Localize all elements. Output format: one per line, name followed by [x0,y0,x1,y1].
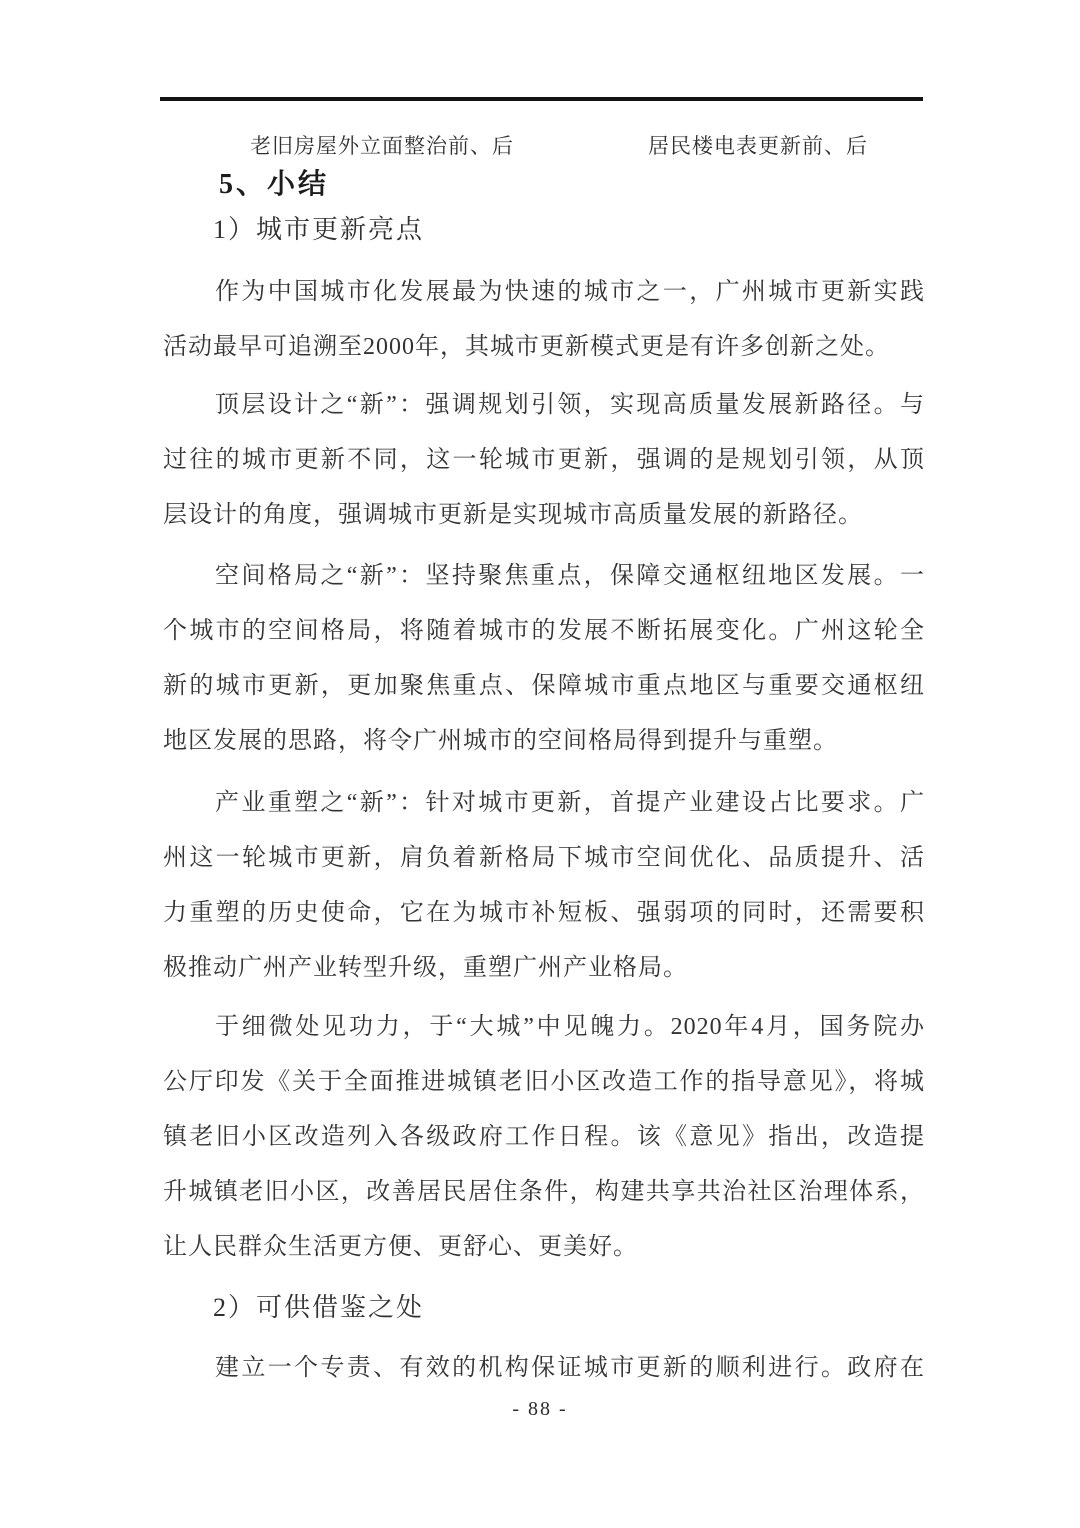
paragraph-line: 升城镇老旧小区，改善居民居住条件，构建共享共治社区治理体系， [163,1179,925,1205]
paragraph-line: 活动最早可追溯至2000年，其城市更新模式更是有许多创新之处。 [163,334,890,360]
section-heading: 5、小结 [219,169,330,200]
paragraph-line: 产业重塑之“新”：针对城市更新，首提产业建设占比要求。广 [215,790,925,816]
paragraph-line: 极推动广州产业转型升级，重塑广州产业格局。 [163,955,688,981]
paragraph-line: 于细微处见功力，于“大城”中见魄力。2020年4月，国务院办 [215,1014,925,1040]
paragraph-line: 个城市的空间格局，将随着城市的发展不断拓展变化。广州这轮全 [163,618,925,644]
paragraph-line: 作为中国城市化发展最为快速的城市之一，广州城市更新实践 [215,279,925,305]
paragraph-line: 建立一个专责、有效的机构保证城市更新的顺利进行。政府在 [215,1355,925,1381]
subheading-urban-renewal-highlights: 1）城市更新亮点 [213,215,425,244]
paragraph-line: 力重塑的历史使命，它在为城市补短板、强弱项的同时，还需要积 [163,900,925,926]
paragraph-line: 州这一轮城市更新，肩负着新格局下城市空间优化、品质提升、活 [163,845,925,871]
figure-caption-right: 居民楼电表更新前、后 [648,134,868,158]
figure-caption-left: 老旧房屋外立面整治前、后 [250,134,514,158]
paragraph-line: 空间格局之“新”：坚持聚焦重点，保障交通枢纽地区发展。一 [215,563,925,589]
figure-bottom-border [160,97,923,101]
paragraph-line: 层设计的角度，强调城市更新是实现城市高质量发展的新路径。 [163,502,863,528]
paragraph-line: 让人民群众生活更方便、更舒心、更美好。 [163,1234,638,1260]
page-number: - 88 - [512,1398,568,1420]
paragraph-line: 顶层设计之“新”：强调规划引领，实现高质量发展新路径。与 [215,392,925,418]
paragraph-line: 公厅印发《关于全面推进城镇老旧小区改造工作的指导意见》，将城 [163,1069,925,1095]
subheading-lessons-to-learn: 2）可供借鉴之处 [213,1293,425,1322]
paragraph-line: 地区发展的思路，将令广州城市的空间格局得到提升与重塑。 [163,728,838,754]
paragraph-line: 新的城市更新，更加聚焦重点、保障城市重点地区与重要交通枢纽 [163,673,925,699]
paragraph-line: 过往的城市更新不同，这一轮城市更新，强调的是规划引领，从顶 [163,447,925,473]
paragraph-line: 镇老旧小区改造列入各级政府工作日程。该《意见》指出，改造提 [163,1124,925,1150]
